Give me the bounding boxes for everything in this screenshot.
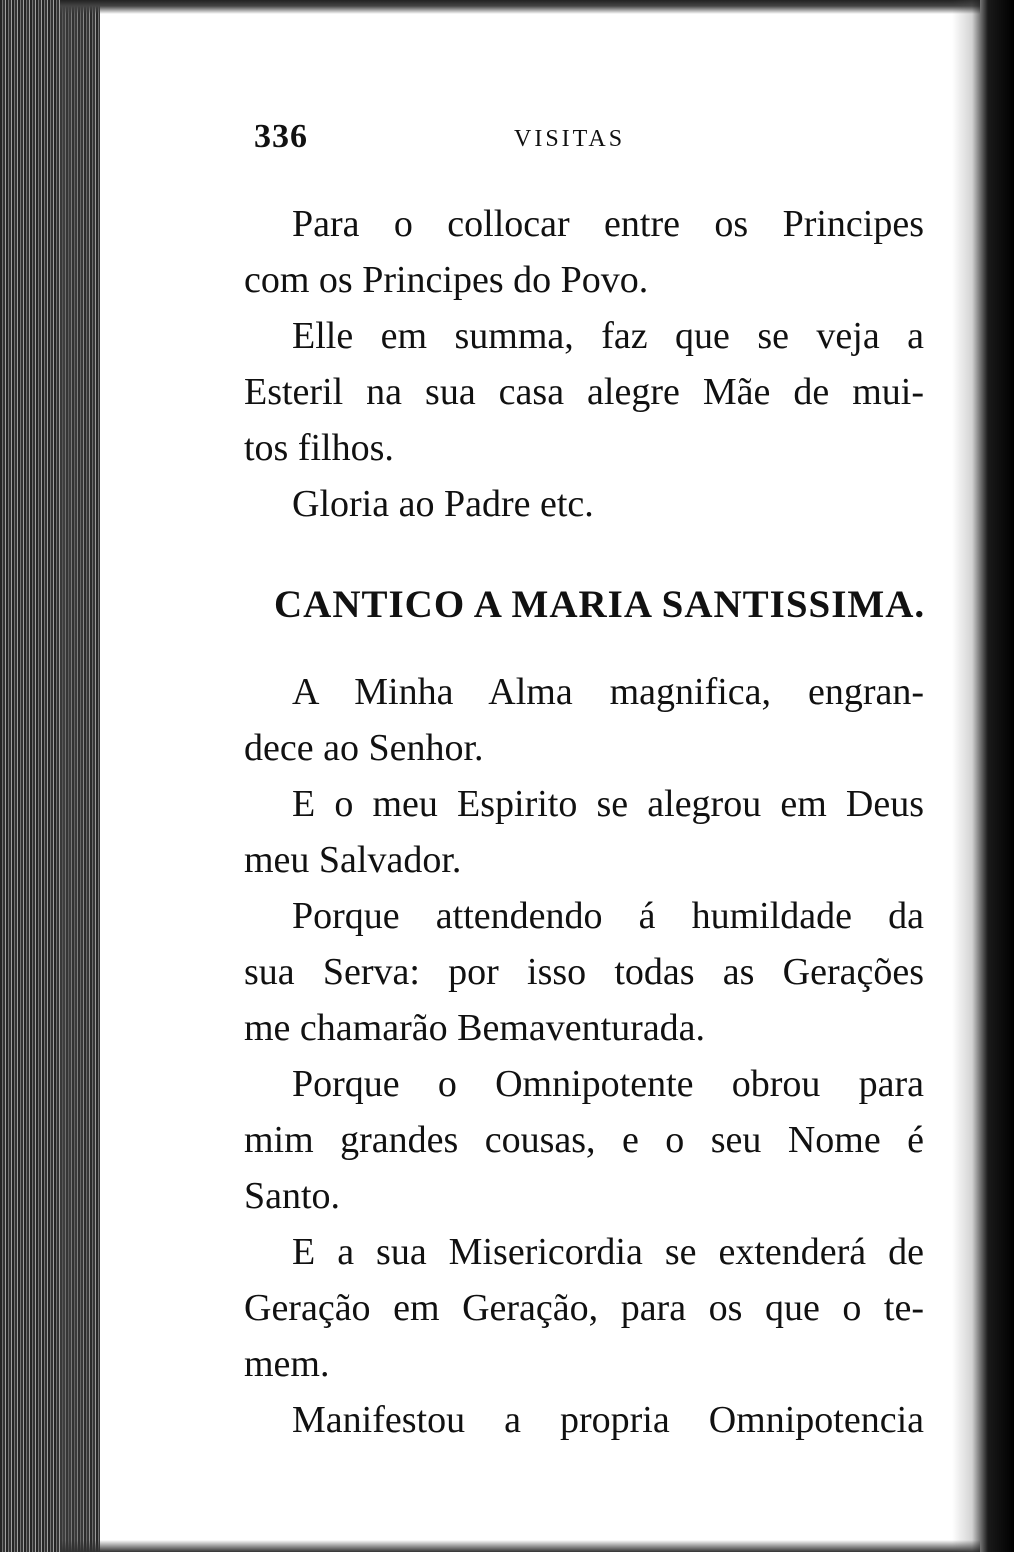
text-line: E o meu Espirito se alegrou em Deus — [292, 783, 924, 825]
text-line: A Minha Alma magnifica, engran- — [292, 671, 924, 713]
text-block-canticle — [244, 664, 924, 1448]
scan-edge-top — [60, 0, 980, 14]
text-line: mim grandes cousas, e o seu Nome é — [244, 1119, 924, 1161]
scan-edge-right — [952, 0, 1014, 1552]
text-line: E a sua Misericordia se extenderá de — [292, 1231, 924, 1273]
text-line: Gloria ao Padre etc. — [292, 483, 594, 525]
scan-edge-left — [0, 0, 100, 1552]
text-line: tos filhos. — [244, 427, 394, 469]
text-line: Manifestou a propria Omnipotencia — [292, 1399, 924, 1441]
text-line: dece ao Senhor. — [244, 727, 484, 769]
page-header — [244, 118, 924, 168]
text-line: Geração em Geração, para os que o te- — [244, 1287, 924, 1329]
text-line: me chamarão Bemaventurada. — [244, 1007, 706, 1049]
book-page — [244, 118, 924, 1448]
text-line: mem. — [244, 1343, 330, 1385]
running-head: VISITAS — [514, 126, 626, 152]
text-block-psalm-end — [244, 196, 924, 532]
text-line: Elle em summa, faz que se veja a — [292, 315, 924, 357]
text-line: Santo. — [244, 1175, 341, 1217]
text-line: Porque attendendo á humildade da — [292, 895, 924, 937]
page-number: 336 — [254, 118, 308, 155]
text-line: Esteril na sua casa alegre Mãe de mui- — [244, 371, 924, 413]
section-title: CANTICO A MARIA SANTISSIMA. — [274, 583, 926, 626]
text-line: meu Salvador. — [244, 839, 462, 881]
text-line: com os Principes do Povo. — [244, 259, 649, 301]
text-line: sua Serva: por isso todas as Gerações — [244, 951, 924, 993]
text-line: Para o collocar entre os Principes — [292, 203, 924, 245]
text-line: Porque o Omnipotente obrou para — [292, 1063, 924, 1105]
scan-edge-bottom — [60, 1540, 980, 1552]
